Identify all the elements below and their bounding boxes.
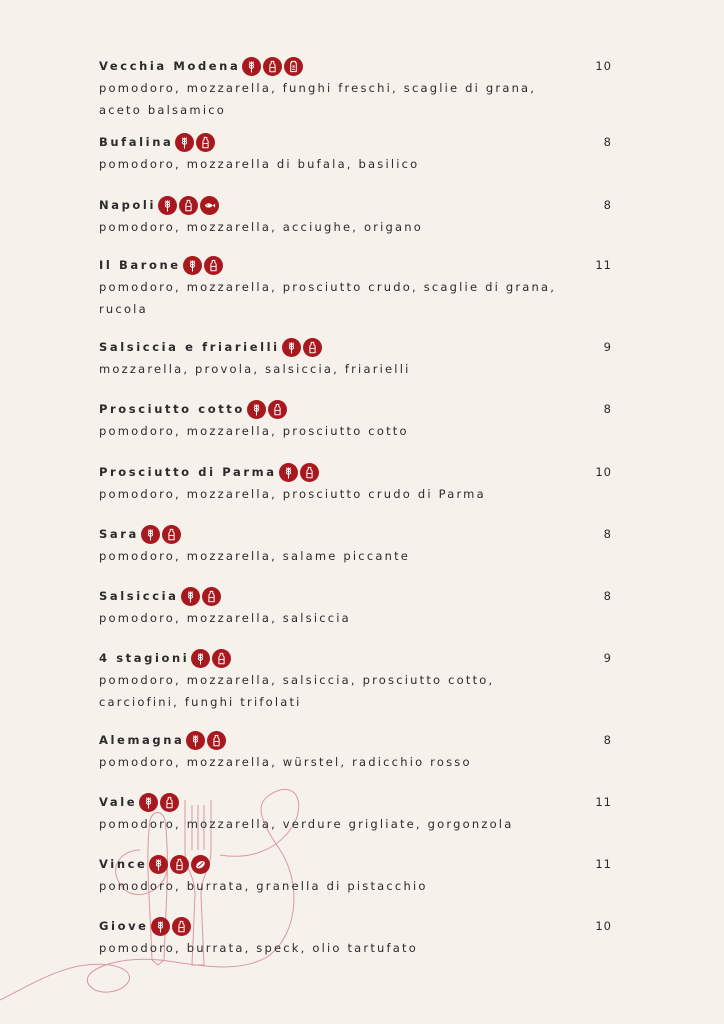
bottle-icon [160, 793, 179, 812]
menu-item [99, 585, 619, 629]
menu-item [99, 915, 619, 959]
allergen-icons [151, 917, 191, 936]
item-name: Giove [99, 919, 149, 933]
bottle-icon [172, 917, 191, 936]
allergen-icons [242, 57, 303, 76]
item-name: Napoli [99, 198, 157, 212]
menu-item-header [99, 915, 619, 937]
menu-item-header [99, 523, 619, 545]
menu-item-header [99, 791, 619, 813]
item-name: Prosciutto di Parma [99, 465, 277, 479]
nut-icon [191, 855, 210, 874]
item-price: 8 [603, 402, 612, 416]
wheat-icon [183, 256, 202, 275]
allergen-icons [183, 256, 223, 275]
bottle-icon [263, 57, 282, 76]
item-name: Vecchia Modena [99, 59, 241, 73]
menu-item [99, 729, 619, 773]
allergen-icons [247, 400, 287, 419]
item-price: 8 [603, 527, 612, 541]
menu-item-header [99, 853, 619, 875]
item-name: Vale [99, 795, 138, 809]
allergen-icons [181, 587, 221, 606]
item-name: 4 stagioni [99, 651, 190, 665]
wheat-icon [139, 793, 158, 812]
bottle-icon [300, 463, 319, 482]
wheat-icon [191, 649, 210, 668]
menu-item [99, 254, 619, 320]
item-price: 9 [603, 340, 612, 354]
allergen-icons [149, 855, 210, 874]
menu-item-header [99, 398, 619, 420]
bottle-icon [303, 338, 322, 357]
item-price: 8 [603, 198, 612, 212]
fish-icon [200, 196, 219, 215]
allergen-icons [141, 525, 181, 544]
item-price: 11 [595, 857, 612, 871]
item-name: Alemagna [99, 733, 185, 747]
item-price: 11 [595, 258, 612, 272]
menu-item-header [99, 131, 619, 153]
allergen-icons [282, 338, 322, 357]
item-name: Vince [99, 857, 148, 871]
item-description: mozzarella, provola, salsiccia, friarielli [99, 362, 411, 376]
wheat-icon [141, 525, 160, 544]
item-description: pomodoro, burrata, granella di pistacchio [99, 879, 428, 893]
item-name: Salsiccia e friarielli [99, 340, 280, 354]
menu-item-header [99, 336, 619, 358]
menu-item [99, 461, 619, 505]
bottle-icon [170, 855, 189, 874]
menu-item [99, 853, 619, 897]
menu-item [99, 398, 619, 442]
item-description: pomodoro, mozzarella, prosciutto crudo, scaglie di grana, rucola [99, 280, 557, 316]
wheat-icon [186, 731, 205, 750]
item-description: pomodoro, mozzarella, salame piccante [99, 549, 411, 563]
wheat-icon [151, 917, 170, 936]
jar-icon [284, 57, 303, 76]
allergen-icons [175, 133, 215, 152]
menu-item [99, 523, 619, 567]
menu-item [99, 55, 619, 121]
bottle-icon [212, 649, 231, 668]
wheat-icon [158, 196, 177, 215]
bottle-icon [207, 731, 226, 750]
allergen-icons [279, 463, 319, 482]
item-price: 10 [595, 59, 612, 73]
menu-item [99, 791, 619, 835]
item-price: 8 [603, 589, 612, 603]
item-name: Salsiccia [99, 589, 179, 603]
allergen-icons [186, 731, 226, 750]
item-price: 11 [595, 795, 612, 809]
item-description: pomodoro, mozzarella, salsiccia, prosciutto cotto, carciofini, funghi trifolati [99, 673, 495, 709]
allergen-icons [191, 649, 231, 668]
wheat-icon [279, 463, 298, 482]
item-description: pomodoro, mozzarella, würstel, radicchio rosso [99, 755, 472, 769]
bottle-icon [196, 133, 215, 152]
item-price: 8 [603, 135, 612, 149]
menu-item [99, 336, 619, 380]
menu-item-header [99, 729, 619, 751]
menu-item-header [99, 647, 619, 669]
item-name: Il Barone [99, 258, 181, 272]
wheat-icon [282, 338, 301, 357]
bottle-icon [204, 256, 223, 275]
item-name: Prosciutto cotto [99, 402, 245, 416]
menu-item-header [99, 55, 619, 77]
allergen-icons [158, 196, 219, 215]
wheat-icon [181, 587, 200, 606]
wheat-icon [149, 855, 168, 874]
item-name: Sara [99, 527, 139, 541]
menu-item-header [99, 461, 619, 483]
menu-item-header [99, 585, 619, 607]
item-description: pomodoro, mozzarella, acciughe, origano [99, 220, 423, 234]
menu-item [99, 647, 619, 713]
allergen-icons [139, 793, 179, 812]
item-description: pomodoro, mozzarella, verdure grigliate, gorgonzola [99, 817, 514, 831]
item-description: pomodoro, mozzarella, prosciutto cotto [99, 424, 409, 438]
item-description: pomodoro, mozzarella di bufala, basilico [99, 157, 420, 171]
bottle-icon [202, 587, 221, 606]
item-name: Bufalina [99, 135, 174, 149]
item-price: 9 [603, 651, 612, 665]
wheat-icon [242, 57, 261, 76]
item-description: pomodoro, mozzarella, funghi freschi, scaglie di grana, aceto balsamico [99, 81, 537, 117]
item-price: 8 [603, 733, 612, 747]
menu-item-header [99, 194, 619, 216]
menu-item [99, 194, 619, 238]
bottle-icon [179, 196, 198, 215]
bottle-icon [162, 525, 181, 544]
menu-item [99, 131, 619, 175]
item-description: pomodoro, burrata, speck, olio tartufato [99, 941, 418, 955]
bottle-icon [268, 400, 287, 419]
menu-item-header [99, 254, 619, 276]
item-description: pomodoro, mozzarella, prosciutto crudo di Parma [99, 487, 486, 501]
wheat-icon [175, 133, 194, 152]
item-price: 10 [595, 919, 612, 933]
item-price: 10 [595, 465, 612, 479]
item-description: pomodoro, mozzarella, salsiccia [99, 611, 351, 625]
wheat-icon [247, 400, 266, 419]
